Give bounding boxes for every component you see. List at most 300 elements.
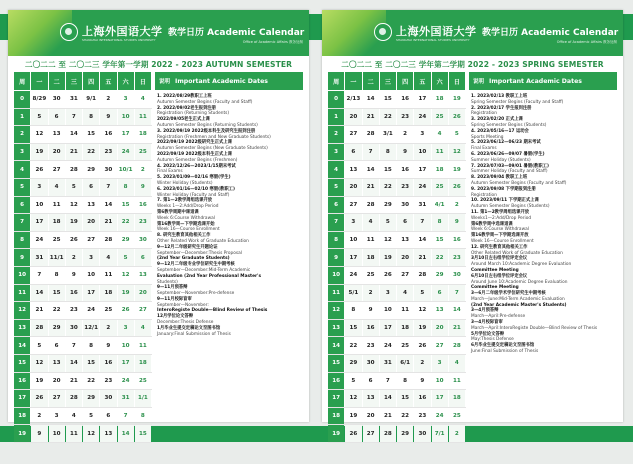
note-item: 11. 第1—2教学周组选课开放 [471, 209, 530, 215]
date-cell: 18 [138, 131, 147, 138]
date-cell: 3 [123, 96, 128, 103]
date-cell: 16 [401, 96, 410, 103]
note-item: 4. 2022/12/26—2023/1/15期末考试 [157, 163, 236, 169]
date-cell: 31 [118, 390, 134, 407]
date-cell: 30 [104, 166, 113, 173]
date-cell: 20 [345, 179, 361, 196]
date-cell: 16 [66, 285, 82, 302]
note-item: (2nd Year Graduate Students) [157, 256, 230, 262]
week-number-cell: 0 [328, 91, 344, 108]
note-item: 6. 2023/06/26—09/07 暑假(学生) [471, 151, 545, 157]
week-number-cell: 7 [14, 214, 30, 231]
date-cell: 2 [363, 285, 379, 302]
note-item: 3—4月预答辩 [471, 308, 499, 314]
note-item: 9—12月二年级专业学位研究生中期考核 [157, 262, 235, 268]
date-cell: 16 [414, 390, 430, 407]
date-cell: 28 [31, 320, 47, 337]
date-cell: 19 [414, 320, 430, 337]
date-cell: 24 [414, 109, 430, 126]
date-cell: 13 [49, 355, 65, 372]
date-cell: 23 [104, 377, 113, 384]
weekday-header: 一 [345, 72, 361, 90]
week-column-header: 周 [328, 72, 344, 90]
date-cell: 8 [351, 307, 356, 314]
note-item-english: Registration [471, 192, 497, 198]
date-cell: 17 [418, 166, 427, 173]
date-cell: 20 [83, 214, 99, 231]
date-cell: 17 [418, 96, 427, 103]
note-item: 2022/09/19 2022级研究生正式上课 [157, 140, 232, 146]
note-item-english: March—April:Pre-defense [471, 314, 526, 320]
date-cell: 23 [100, 144, 116, 161]
week-number-cell: 15 [328, 355, 344, 372]
calendar-week-row [14, 179, 152, 197]
calendar-week-row [14, 144, 152, 162]
weekday-header: 五 [414, 72, 430, 90]
note-item: 3. 2022/09/19 2022级本科生及研究生报到注册 [157, 128, 256, 134]
date-cell: 6/1 [397, 355, 413, 372]
date-cell: 9 [106, 342, 111, 349]
weekday-header: 二 [363, 72, 379, 90]
university-name: 上海外国语大学 [396, 25, 477, 38]
date-cell: 4 [449, 355, 465, 372]
notes-title: Important Academic Dates [489, 77, 582, 85]
note-item-english: Around March 10:Academic Degree Evaluation [471, 262, 572, 268]
date-cell: 9/1 [86, 96, 97, 103]
date-cell: 15 [397, 390, 413, 407]
date-cell: 14 [118, 425, 134, 442]
note-item-english: March—April:InteroRegiste Double—Blind Review of Thesis [471, 325, 598, 331]
date-cell: 18 [135, 355, 151, 372]
note-item-english: Winter Holiday (Students) [157, 180, 213, 186]
date-cell: 15 [345, 320, 361, 337]
note-item: 第16教学周—下学期选课开放 [471, 233, 529, 239]
date-cell: 11 [104, 272, 113, 279]
date-cell: 13 [138, 272, 147, 279]
notes-header [469, 72, 617, 90]
date-cell: 27 [349, 131, 358, 138]
date-cell: 9 [31, 425, 47, 442]
calendar-week-row [328, 390, 466, 408]
week-number-cell: 4 [328, 161, 344, 178]
date-cell: 23 [418, 412, 427, 419]
week-number-cell: 3 [14, 144, 30, 161]
date-cell: 13 [435, 307, 444, 314]
week-number-cell: 17 [328, 390, 344, 407]
note-item-english: Summer Holiday (Faculty and Staff) [471, 169, 548, 175]
date-cell: 19 [118, 285, 134, 302]
date-cell: 17 [31, 214, 47, 231]
note-item: 2. 2022/09/02老生报到注册 [157, 105, 216, 111]
university-english-name: SHANGHAI INTERNATIONAL STUDIES UNIVERSITY [82, 38, 156, 42]
date-cell: 12 [449, 144, 465, 161]
note-item: 9—11月预答辩 [157, 285, 188, 291]
week-number-cell: 11 [328, 285, 344, 302]
date-cell: 8 [83, 109, 99, 126]
date-cell: 27 [87, 237, 96, 244]
sheet-header [8, 10, 309, 56]
note-item-english: Weeks1—2:Add/Drop Period [471, 215, 532, 221]
date-cell: 11 [66, 425, 82, 442]
date-cell: 5 [37, 342, 42, 349]
date-cell: 29 [383, 201, 392, 208]
week-number-cell: 9 [14, 249, 30, 266]
note-item: 12月学位论文答辩 [157, 314, 194, 320]
university-logo-icon [374, 23, 392, 41]
date-cell: 30 [414, 425, 430, 442]
calendar-week-row [328, 214, 466, 232]
weekday-header: 一 [31, 72, 47, 90]
note-item-english: Autumn Semester Begins (Faculty and Staff) [157, 99, 253, 105]
week-number-cell: 7 [328, 214, 344, 231]
date-cell: 27 [401, 272, 410, 279]
note-item: 5月学位论文答辩 [471, 331, 505, 337]
date-cell: 12 [121, 272, 130, 279]
note-item: Committee Meeting [471, 285, 519, 291]
week-number-cell: 16 [14, 373, 30, 390]
date-cell: 28 [366, 201, 375, 208]
date-cell: 19 [380, 249, 396, 266]
note-item-english: March—June:Mid-Term Academic Evaluation [471, 296, 565, 302]
week-number-cell: 15 [14, 355, 30, 372]
calendar-week-row [328, 249, 466, 267]
date-cell: 13 [363, 390, 379, 407]
autumn-semester-sheet [8, 10, 309, 437]
date-cell: 23 [135, 214, 151, 231]
calendar-week-row [328, 144, 466, 162]
note-item-english: Students) [157, 279, 178, 285]
date-cell: 10 [383, 307, 392, 314]
date-cell: 16 [138, 201, 147, 208]
note-item: 9. 2023/09/08 下学期报到注册 [471, 186, 536, 192]
note-item-english: Autumn Semester Begins (Returning Students) [157, 122, 258, 128]
date-cell: 5 [380, 214, 396, 231]
date-cell: 14 [366, 166, 375, 173]
note-item: 10. 2023/09/11 下学期正式上课 [471, 198, 539, 204]
date-cell: 3 [432, 355, 448, 372]
note-item: 第6教学周期中课退课 [157, 209, 199, 215]
date-cell: 18 [397, 320, 413, 337]
date-cell: 24 [349, 272, 358, 279]
date-cell: 11 [135, 109, 151, 126]
date-cell: 24 [35, 237, 44, 244]
date-cell: 14 [31, 285, 47, 302]
date-cell: 29 [397, 425, 413, 442]
date-cell: 7 [414, 214, 430, 231]
note-item-english: Registration (Freshmen and New Graduate Students) [157, 134, 271, 140]
date-cell: 13 [52, 131, 61, 138]
date-cell: 15 [83, 355, 99, 372]
week-number-cell: 11 [14, 285, 30, 302]
date-cell: 21 [449, 320, 465, 337]
note-item-english: Sports Meeting [471, 134, 504, 140]
date-cell: 27 [49, 390, 65, 407]
week-number-cell: 0 [14, 91, 30, 108]
date-cell: 16 [100, 355, 116, 372]
date-cell: 11 [138, 342, 147, 349]
note-item: 5. 2023/01/09—02/16 寒假(学生) [157, 175, 231, 181]
weekday-header: 二 [49, 72, 65, 90]
note-item: 1. 2022/08/29教职工上班 [157, 94, 212, 99]
date-cell: 26 [31, 390, 47, 407]
date-cell: 5 [89, 412, 94, 419]
date-cell: 10 [435, 377, 444, 384]
note-item: 1月毕业生提交定稿论文至图书馆 [157, 325, 221, 331]
date-cell: 4 [135, 320, 151, 337]
date-cell: 21 [363, 179, 379, 196]
note-item-english: Weeks 1—2:Add/Drop Period [157, 204, 219, 210]
note-item: 3—4月校际盲审 [471, 320, 503, 326]
date-cell: 14 [104, 201, 113, 208]
date-cell: 9 [100, 109, 116, 126]
calendar-week-row [14, 232, 152, 250]
weekday-header: 四 [397, 72, 413, 90]
date-cell: 10 [49, 425, 65, 442]
date-cell: 12 [31, 355, 47, 372]
calendar-week-row [14, 425, 152, 443]
date-cell: 24 [87, 307, 96, 314]
university-name: 上海外国语大学 [82, 25, 163, 38]
note-item: 3月10日左右组学位评定会议 [471, 256, 528, 262]
week-number-cell: 14 [14, 337, 30, 354]
date-cell: 12 [35, 131, 44, 138]
date-cell: 10 [121, 342, 130, 349]
date-cell: 11 [401, 307, 410, 314]
date-cell: 17 [432, 390, 448, 407]
date-cell: 26 [383, 272, 392, 279]
note-item-english: Final Exams [471, 146, 497, 152]
date-cell: 26 [345, 425, 361, 442]
date-cell: 4 [49, 179, 65, 196]
calendar-week-row [328, 109, 466, 127]
date-cell: 25 [432, 179, 448, 196]
date-cell: 3 [54, 412, 59, 419]
week-number-cell: 12 [328, 302, 344, 319]
date-cell: 7 [123, 412, 128, 419]
date-cell: 25 [366, 272, 375, 279]
date-cell: 24 [383, 342, 392, 349]
date-cell: 12 [83, 425, 99, 442]
date-cell: 3 [83, 249, 99, 266]
note-item-english: September—December:Mid-Term Academic [157, 267, 251, 273]
date-cell: 25 [432, 109, 448, 126]
week-number-cell: 10 [328, 267, 344, 284]
note-item: 12. 研究生教育其他相关工作 [471, 244, 528, 250]
date-cell: 26 [449, 109, 465, 126]
date-cell: 2 [66, 249, 82, 266]
date-cell: 4/1 [434, 201, 445, 208]
date-cell: 30 [100, 390, 116, 407]
date-cell: 6 [106, 412, 111, 419]
date-cell: 12 [383, 237, 392, 244]
date-cell: 22 [118, 214, 134, 231]
calendar-week-row [14, 214, 152, 232]
date-cell: 21 [35, 307, 44, 314]
date-cell: 5 [414, 285, 430, 302]
date-cell: 13 [87, 201, 96, 208]
week-number-cell: 10 [14, 267, 30, 284]
week-number-cell: 19 [14, 425, 30, 442]
date-cell: 26 [121, 307, 130, 314]
date-cell: 26 [69, 237, 78, 244]
date-cell: 17 [83, 285, 99, 302]
date-cell: 16 [104, 131, 113, 138]
note-item-english: Week 16—Course Enrollment [471, 238, 534, 244]
week-number-cell: 6 [328, 197, 344, 214]
week-number-cell: 4 [14, 161, 30, 178]
week-number-cell: 18 [14, 408, 30, 425]
note-item-english: Spring Semester Begins (Students) [471, 122, 547, 128]
date-cell: 15 [87, 131, 96, 138]
date-cell: 2 [140, 166, 145, 173]
date-cell: 14 [380, 390, 396, 407]
date-cell: 2 [449, 425, 465, 442]
date-cell: 17 [345, 249, 361, 266]
note-item-english: June:Final Submission of Thesis [471, 349, 539, 355]
note-item-english: Winter Holiday (Faculty and Staff) [157, 192, 230, 198]
date-cell: 22 [380, 109, 396, 126]
date-cell: 30 [138, 237, 147, 244]
date-cell: 31 [69, 96, 78, 103]
date-cell: 8 [432, 214, 448, 231]
note-item: (2nd Year Academic Master's Students) [471, 302, 567, 308]
calendar-week-row [328, 337, 466, 355]
note-item: 第6教学周中选课退课 [471, 221, 513, 227]
week-number-cell: 9 [328, 249, 344, 266]
date-cell: 21 [66, 144, 82, 161]
note-item: 1. 2023/02/13 教职工上班 [471, 94, 528, 99]
date-cell: 8 [380, 144, 396, 161]
note-item: 8. 2023/09/04 教职工上班 [471, 175, 528, 181]
date-cell: 4 [363, 214, 379, 231]
date-cell: 19 [31, 144, 47, 161]
date-cell: 28 [104, 237, 113, 244]
date-cell: 7 [385, 377, 390, 384]
date-cell: 6 [49, 109, 65, 126]
notes-list [471, 94, 617, 355]
calendar-week-row [14, 197, 152, 215]
date-cell: 29 [121, 237, 130, 244]
date-cell: 6 [135, 249, 151, 266]
calendar-week-row [328, 425, 466, 443]
date-cell: 9 [368, 307, 373, 314]
office-label: Office of Academic Affairs 教务处制 [556, 40, 617, 44]
note-item: 第16教学周—下学期选课开始 [157, 221, 215, 227]
note-item-english: Final Exams [157, 169, 183, 175]
date-cell: 31 [418, 201, 427, 208]
date-cell: 24 [435, 412, 444, 419]
date-cell: 25 [104, 307, 113, 314]
date-cell: 7 [66, 109, 82, 126]
date-cell: 29 [83, 390, 99, 407]
date-cell: 20 [135, 285, 151, 302]
note-item-english: Registration (Returning Students) [157, 111, 230, 117]
calendar-week-row [14, 161, 152, 179]
date-cell: 5 [454, 131, 459, 138]
calendar-week-row [328, 285, 466, 303]
week-number-cell: 12 [14, 302, 30, 319]
date-cell: 26 [35, 166, 44, 173]
date-cell: 15 [135, 425, 151, 442]
week-number-cell: 19 [328, 425, 344, 442]
date-cell: 15 [383, 96, 392, 103]
calendar-week-row [328, 355, 466, 373]
weekday-header: 五 [100, 72, 116, 90]
note-item-english: September—December:Thesis Proposal [157, 250, 242, 256]
date-cell: 20 [366, 412, 375, 419]
date-cell: 16 [363, 320, 379, 337]
spring-semester-sheet [322, 10, 623, 437]
note-item: 8. 研究生教育其他相关工作 [157, 233, 211, 239]
date-cell: 30 [52, 96, 61, 103]
note-item-english: Week 6:Course Withdrawal [157, 215, 215, 221]
date-cell: 18 [449, 390, 465, 407]
date-cell: 14 [366, 96, 375, 103]
date-cell: 24 [414, 179, 430, 196]
week-number-cell: 1 [14, 109, 30, 126]
date-cell: 7 [363, 144, 379, 161]
calendar-header-row [14, 72, 152, 90]
note-item-english: Summer Holiday (Students) [471, 157, 531, 163]
note-item: 4. 2023/05/16—17 运动会 [471, 128, 529, 134]
date-cell: 15 [435, 237, 444, 244]
note-item: 9—12月二年级研究生开题论证 [157, 244, 218, 250]
date-cell: 22 [401, 412, 410, 419]
date-cell: 6 [397, 214, 413, 231]
date-cell: 10 [349, 237, 358, 244]
date-cell: 8 [140, 412, 145, 419]
note-item-english: Spring Semester Begins (Faculty and Staff) [471, 99, 564, 105]
note-item: 9—11月校际盲审 [157, 296, 192, 302]
date-cell: 8 [118, 179, 134, 196]
note-item-english: Around June 10:Academic Degree Evaluation [471, 279, 568, 285]
date-cell: 28 [366, 131, 375, 138]
date-cell: 3 [118, 320, 134, 337]
calendar-week-row [328, 179, 466, 197]
date-cell: 27 [435, 342, 444, 349]
date-cell: 7 [71, 342, 76, 349]
date-cell: 2 [454, 201, 459, 208]
week-number-cell: 2 [14, 126, 30, 143]
date-cell: 27 [363, 425, 379, 442]
date-cell: 4 [140, 96, 145, 103]
note-item-english: Other Related Work of Graduate Education [471, 250, 563, 256]
week-number-cell: 14 [328, 337, 344, 354]
date-cell: 9 [420, 377, 425, 384]
date-cell: 11 [366, 237, 375, 244]
date-cell: 8 [403, 377, 408, 384]
date-cell: 26 [449, 179, 465, 196]
date-cell: 17 [121, 131, 130, 138]
calendar-week-row [328, 197, 466, 215]
note-item: 7. 2023/07/03—09/01 暑假(教职工) [471, 163, 549, 169]
date-cell: 1/1 [135, 390, 151, 407]
calendar-week-row [14, 408, 152, 426]
note-item: 7. 第1—2教学周组选课开放 [157, 198, 213, 204]
date-cell: 7/1 [432, 425, 448, 442]
date-cell: 11 [432, 144, 448, 161]
date-cell: 23 [397, 179, 413, 196]
date-cell: 21 [69, 377, 78, 384]
calendar-week-row [328, 126, 466, 144]
date-cell: 11/1 [49, 249, 65, 266]
date-cell: 8 [54, 272, 59, 279]
date-cell: 28 [418, 272, 427, 279]
date-cell: 2 [106, 96, 111, 103]
date-cell: 12 [345, 390, 361, 407]
date-cell: 20 [49, 144, 65, 161]
date-cell: 22 [52, 307, 61, 314]
